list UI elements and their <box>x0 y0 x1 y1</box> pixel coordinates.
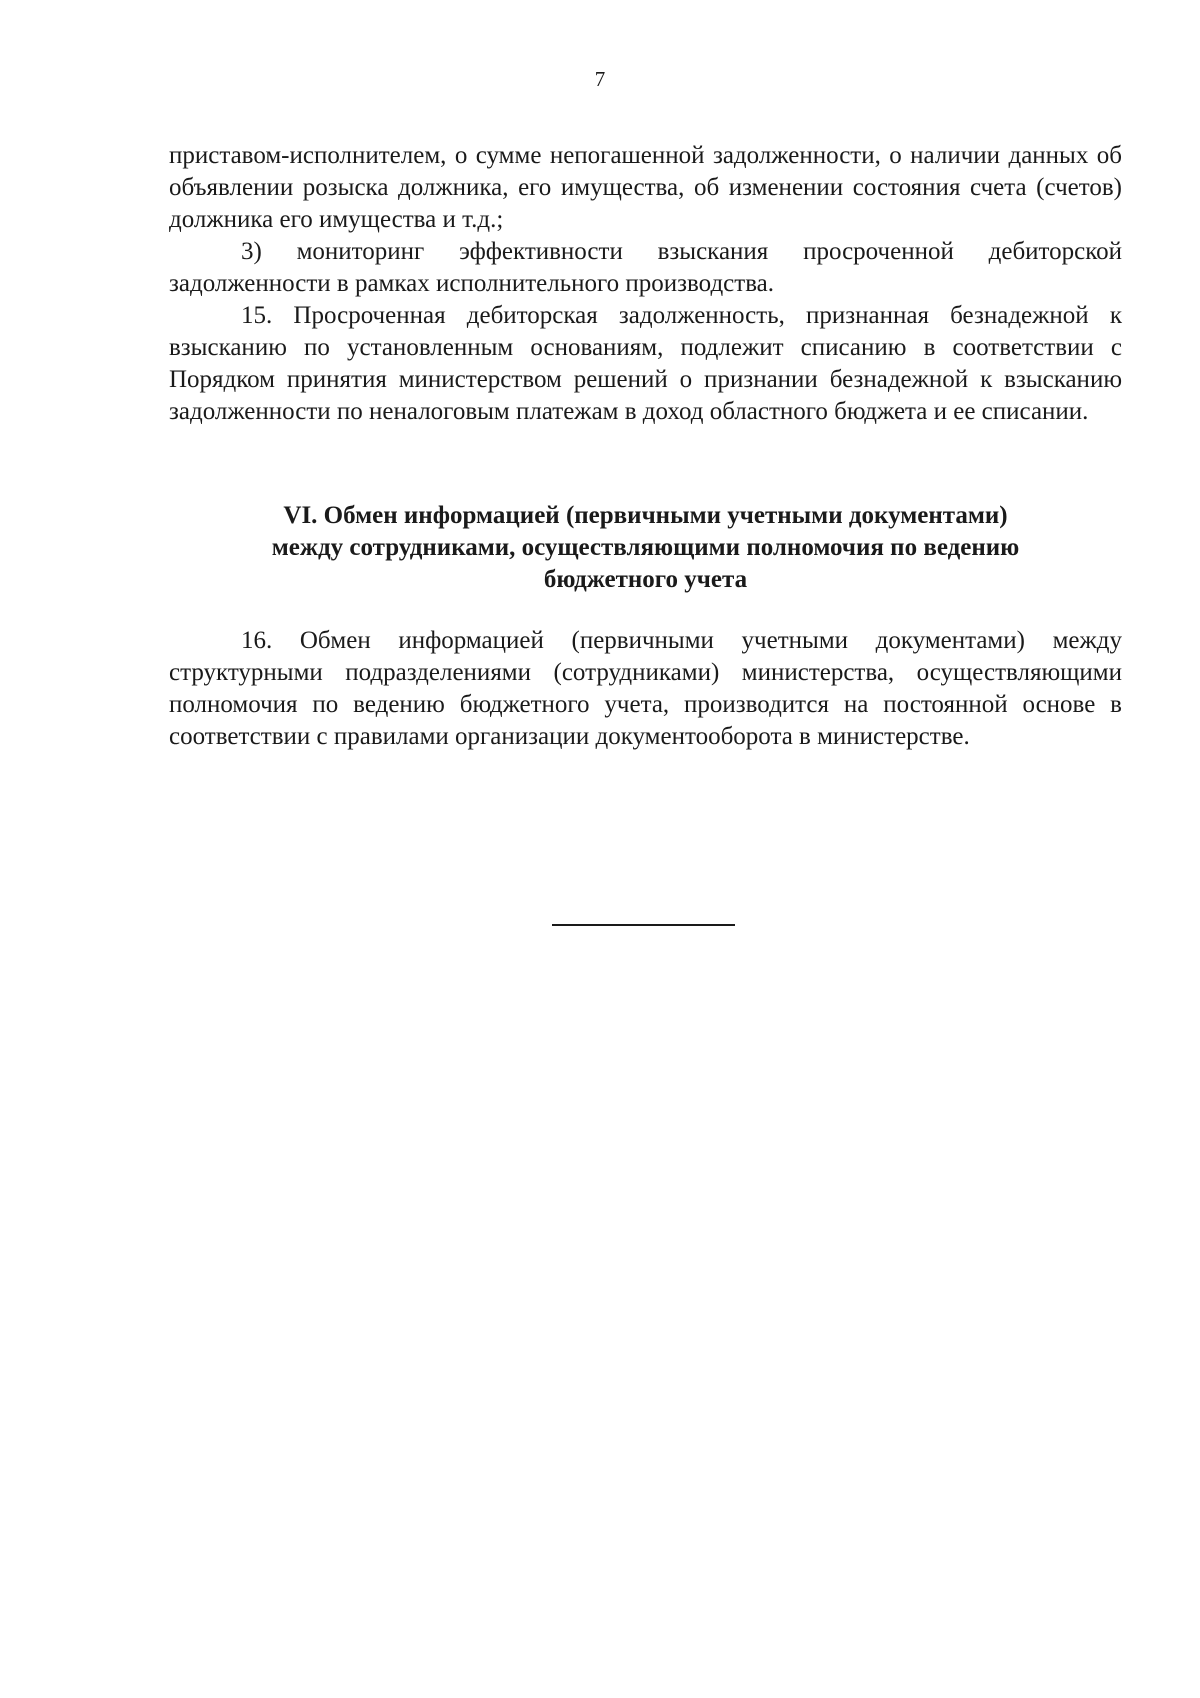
page-number: 7 <box>594 67 606 91</box>
paragraph-continuation: приставом-исполнителем, о сумме непогашенной задолженности, о наличии данных об объявлении розыска должника, его имущества, об изменении состояния счета (счетов) должника его имущества и т.д.; <box>169 142 1122 233</box>
paragraph-item-16: 16. Обмен информацией (первичными учетными документами) между структурными подразделениями (сотрудниками) министерства, осуществляющими полномочия по ведению бюджетного учета, производится на постоянной основе в соответствии с правилами организации документооборота в министерстве. <box>169 627 1122 750</box>
section-heading <box>169 500 1122 596</box>
section-heading-line-1: VI. Обмен информацией (первичными учетными документами) <box>283 502 1008 529</box>
paragraph-item-3: 3) мониторинг эффективности взыскания просроченной дебиторской задолженности в рамках исполнительного производства. <box>169 238 1122 297</box>
section-heading-line-3: бюджетного учета <box>543 566 748 593</box>
end-of-document-rule <box>552 924 735 926</box>
body-text-section-6 <box>169 625 1122 753</box>
paragraph-item-15: 15. Просроченная дебиторская задолженность, признанная безнадежной к взысканию по установленным основаниям, подлежит списанию в соответствии с Порядком принятия министерством решений о признании безнадежной к взысканию задолженности по неналоговым платежам в доход областного бюджета и ее списании. <box>169 302 1122 425</box>
section-heading-line-2: между сотрудниками, осуществляющими полномочия по ведению <box>271 534 1020 561</box>
body-text-top <box>169 140 1122 428</box>
